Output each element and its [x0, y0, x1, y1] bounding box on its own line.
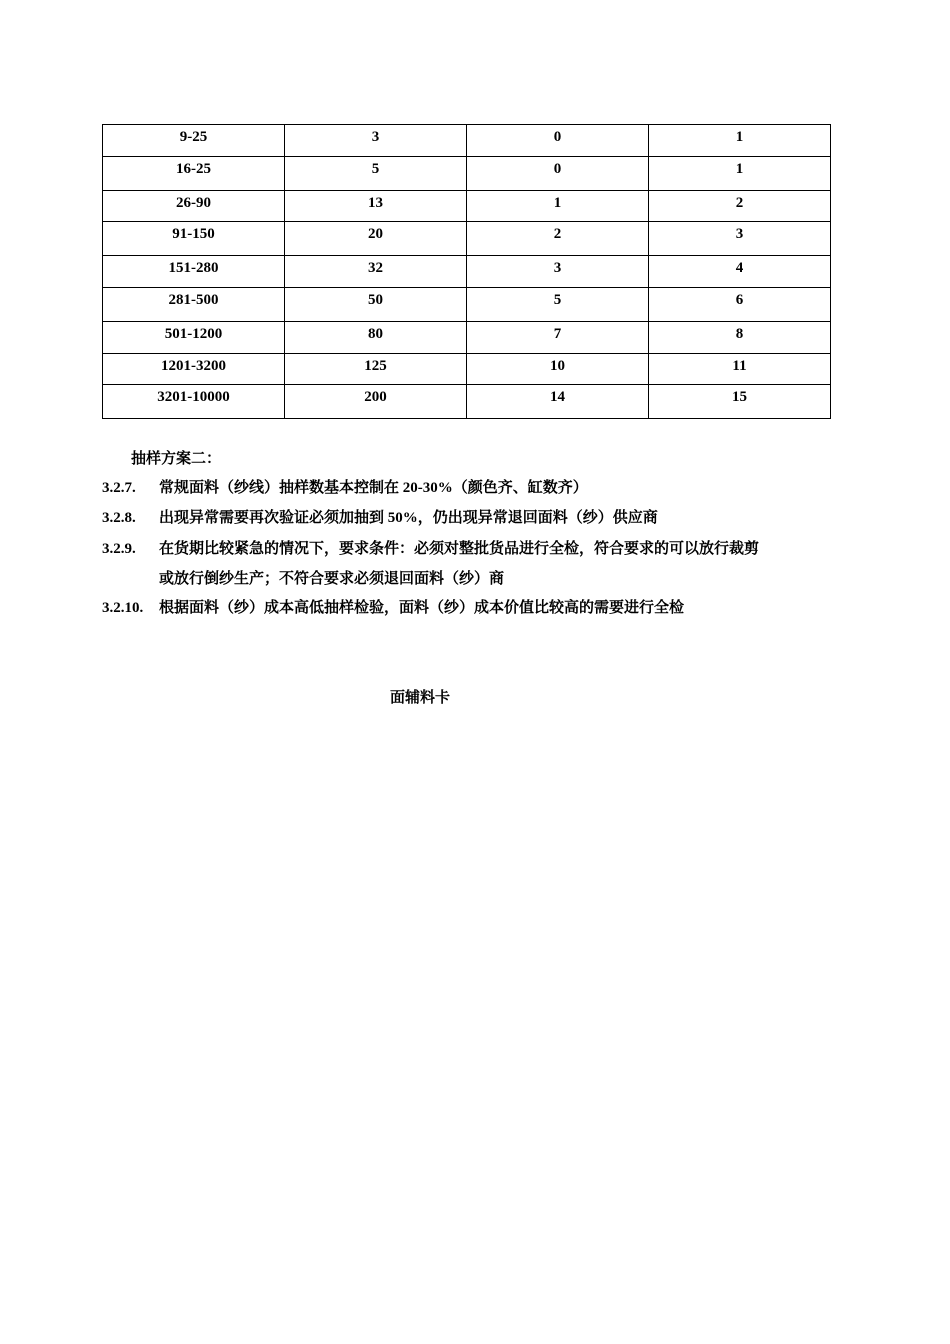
clause-text: 根据面料（纱）成本高低抽样检验，面料（纱）成本价值比较高的需要进行全检: [159, 600, 685, 616]
table-cell: 200: [285, 385, 467, 419]
table-row: [103, 157, 831, 191]
table-cell: 7: [467, 322, 649, 354]
table-cell: 5: [467, 288, 649, 322]
table-cell: 15: [649, 385, 831, 419]
table-row: [103, 256, 831, 288]
table-cell: 125: [285, 354, 467, 385]
table-cell: 50: [285, 288, 467, 322]
clause-text: 常规面料（纱线）抽样数基本控制在 20-30%（颜色齐、缸数齐）: [159, 480, 588, 496]
table-cell: 5: [285, 157, 467, 191]
table-cell: 1: [649, 125, 831, 157]
table-row: [103, 288, 831, 322]
table-row: [103, 322, 831, 354]
table-cell: 91-150: [103, 222, 285, 256]
table-cell: 2: [649, 191, 831, 222]
sampling-table: [102, 124, 831, 419]
table-cell: 9-25: [103, 125, 285, 157]
table-row: [103, 354, 831, 385]
table-cell: 20: [285, 222, 467, 256]
table-row: [103, 222, 831, 256]
table-cell: 3201-10000: [103, 385, 285, 419]
table-cell: 4: [649, 256, 831, 288]
table-cell: 14: [467, 385, 649, 419]
clause-3-2-8: [102, 508, 658, 528]
table-cell: 281-500: [103, 288, 285, 322]
table-row: [103, 385, 831, 419]
clause-3-2-7: [102, 478, 588, 498]
clause-text: 在货期比较紧急的情况下，要求条件：必须对整批货品进行全检，符合要求的可以放行裁剪: [159, 541, 760, 557]
table-cell: 10: [467, 354, 649, 385]
table-cell: 26-90: [103, 191, 285, 222]
table-cell: 16-25: [103, 157, 285, 191]
table-cell: 3: [467, 256, 649, 288]
clause-3-2-9-continuation: 或放行倒纱生产；不符合要求必须退回面料（纱）商: [159, 571, 505, 587]
card-title: 面辅料卡: [390, 690, 451, 706]
table-cell: 2: [467, 222, 649, 256]
table-cell: 1: [649, 157, 831, 191]
table-cell: 3: [285, 125, 467, 157]
table-cell: 11: [649, 354, 831, 385]
clause-text: 出现异常需要再次验证必须加抽到 50%，仍出现异常退回面料（纱）供应商: [159, 510, 658, 526]
clause-3-2-9: [102, 539, 759, 559]
table-row: [103, 125, 831, 157]
table-cell: 1: [467, 191, 649, 222]
table-cell: 8: [649, 322, 831, 354]
clause-number: 3.2.8.: [102, 510, 136, 526]
table-cell: 1201-3200: [103, 354, 285, 385]
table-cell: 6: [649, 288, 831, 322]
clause-3-2-10: [102, 598, 684, 618]
clause-number: 3.2.7.: [102, 480, 136, 496]
clause-number: 3.2.10.: [102, 600, 144, 616]
table-cell: 0: [467, 157, 649, 191]
table-cell: 0: [467, 125, 649, 157]
plan-heading: 抽样方案二：: [131, 451, 222, 467]
table-cell: 32: [285, 256, 467, 288]
table-cell: 13: [285, 191, 467, 222]
table-cell: 3: [649, 222, 831, 256]
table-cell: 501-1200: [103, 322, 285, 354]
table-row: [103, 191, 831, 222]
clause-number: 3.2.9.: [102, 541, 136, 557]
table-cell: 80: [285, 322, 467, 354]
table-cell: 151-280: [103, 256, 285, 288]
